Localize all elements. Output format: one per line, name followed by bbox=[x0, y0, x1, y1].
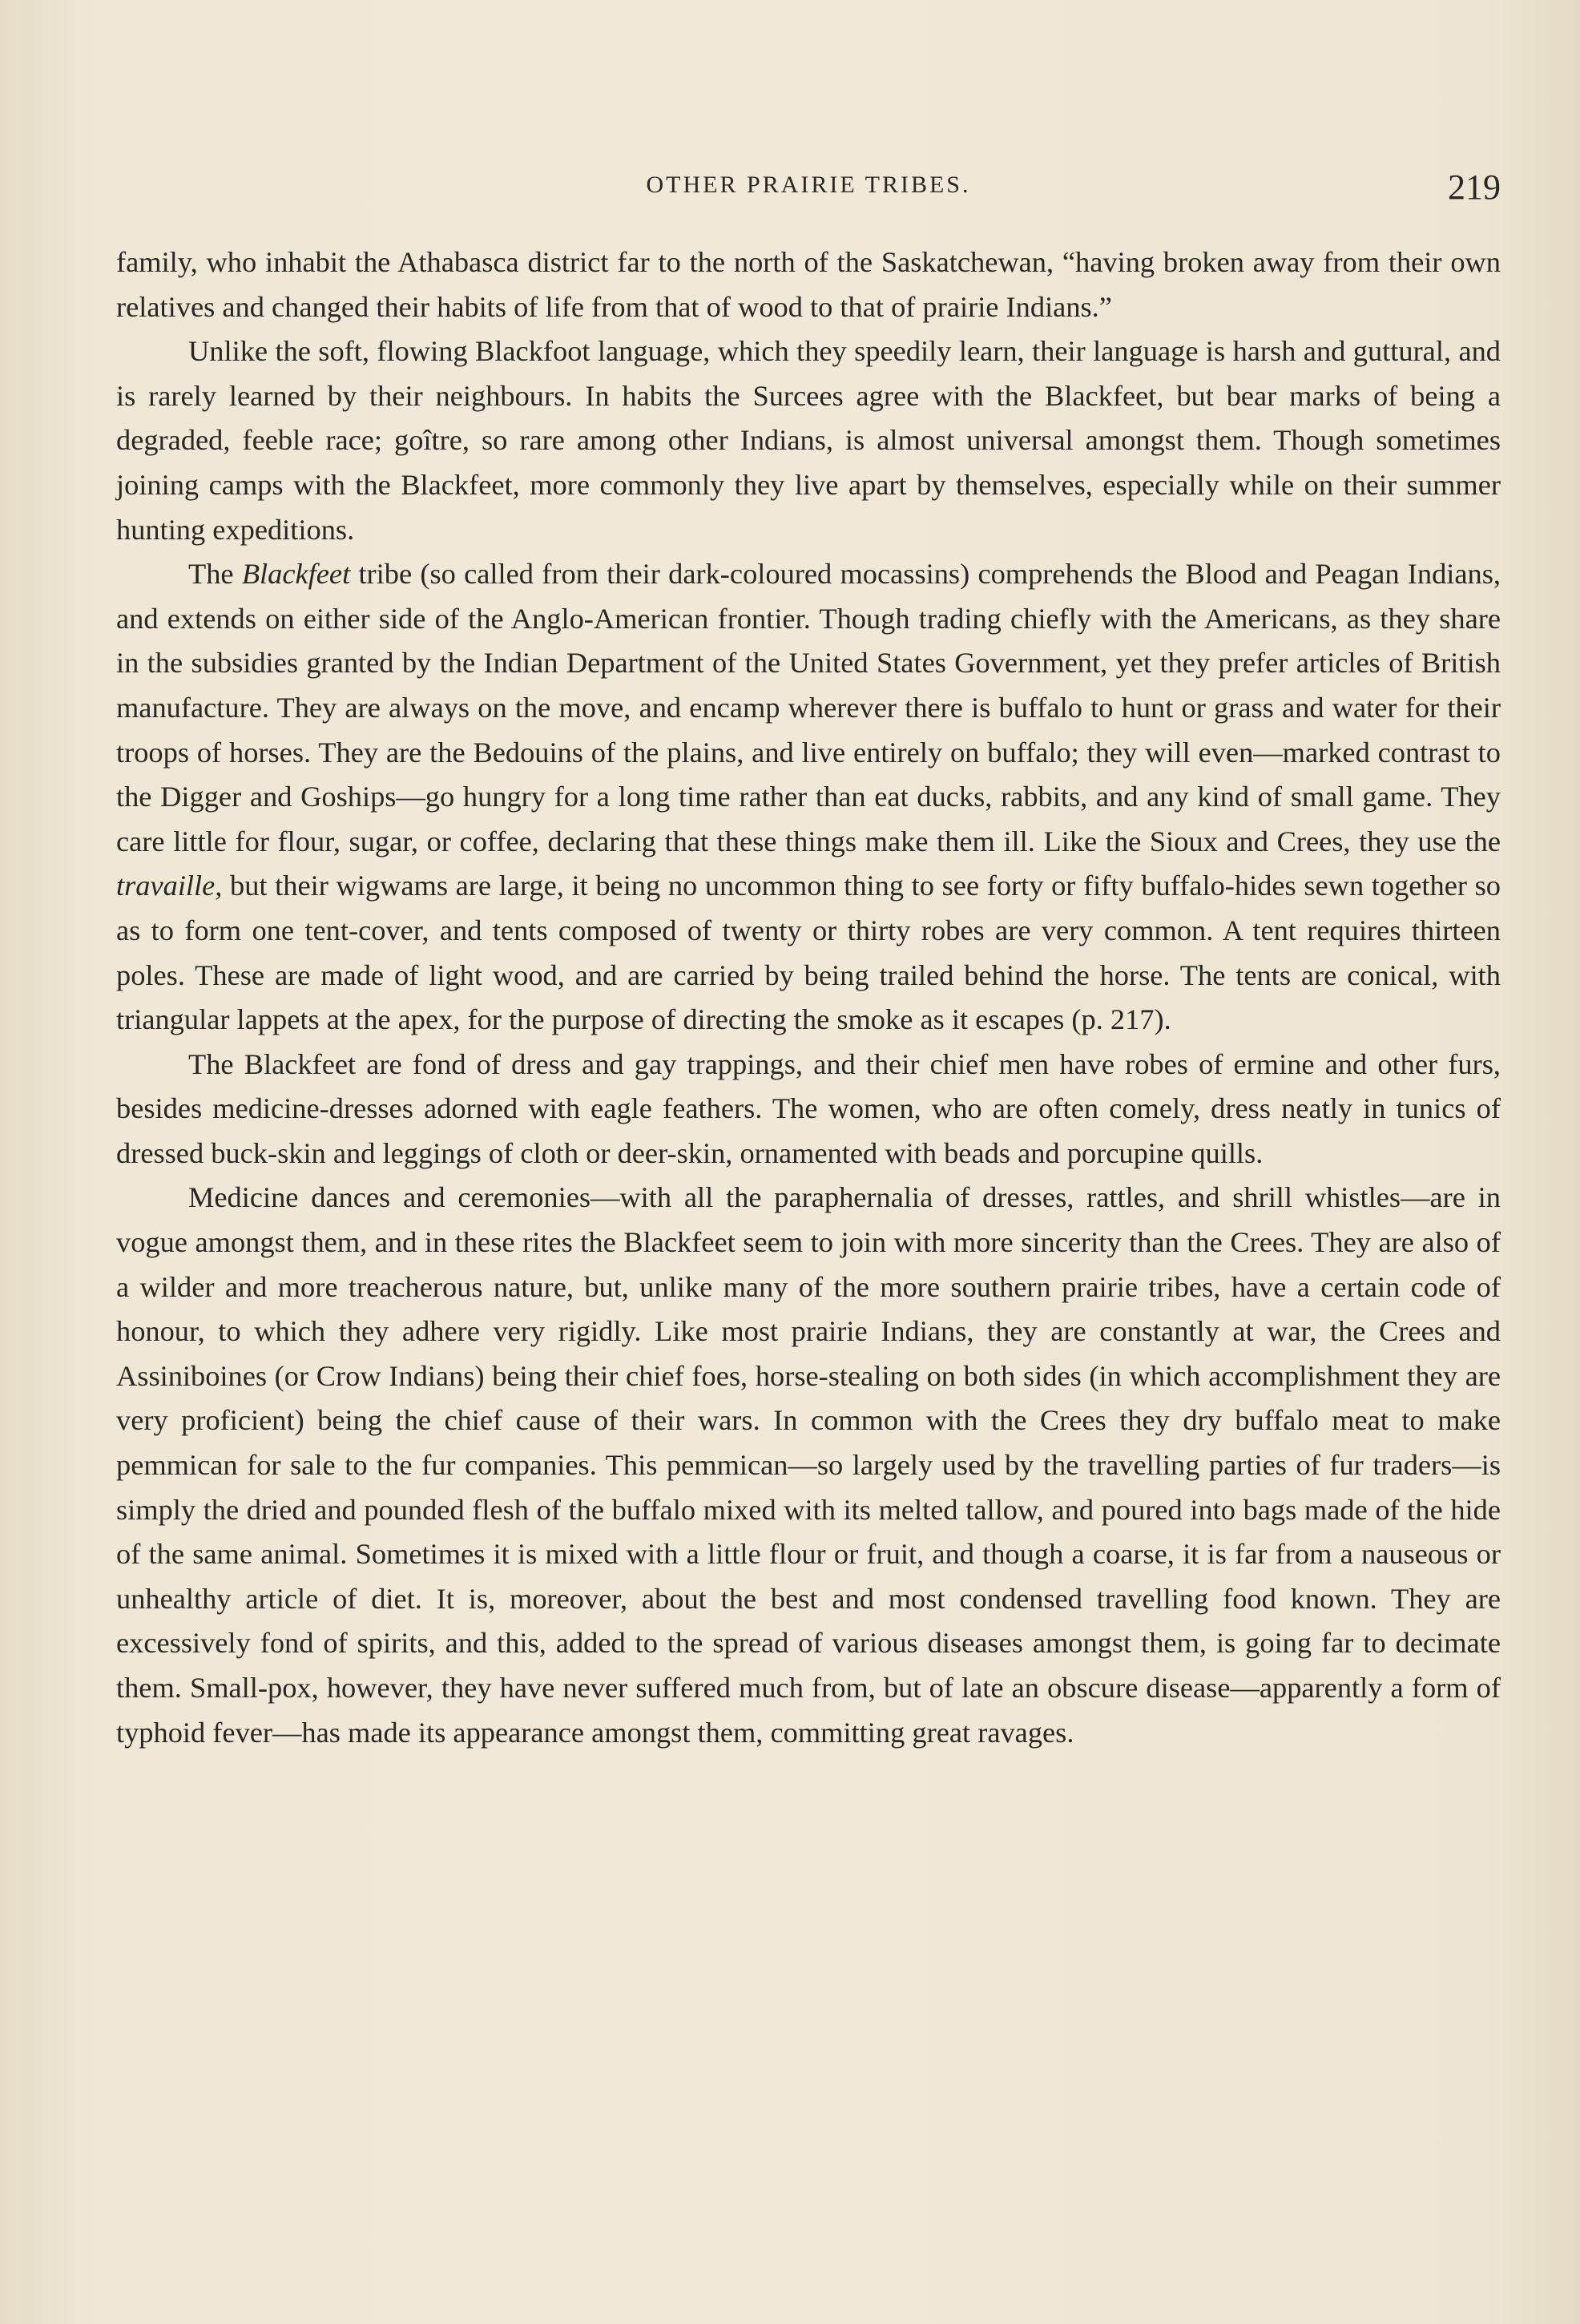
text-run: The Blackfeet are fond of dress and gay trappings, and their chief men have robes of ermine and other furs, besides medicine-dresses adorned with eagle feathers. The women, who are often comely, dress neatly in tunics of dressed buck-skin and leggings of cloth or deer-skin, ornamented with beads and porcupine quills. bbox=[116, 1047, 1501, 1169]
body-text bbox=[116, 240, 1501, 1755]
paragraph bbox=[116, 552, 1501, 1043]
text-run: tribe (so called from their dark-coloured mocassins) comprehends the Blood and Peagan Indians, and extends on either side of the Anglo-American frontier. Though trading chiefly with the Americans, as they share in the subsidies granted by the Indian Department of the United States Government, yet they prefer articles of British manufacture. They are always on the move, and encamp wherever there is buffalo to hunt or grass and water for their troops of horses. They are the Bedouins of the plains, and live entirely on buffalo; they will even—marked contrast to the Digger and Goships—go hungry for a long time rather than eat ducks, rabbits, and any kind of small game. They care little for flour, sugar, or coffee, declaring that these things make them ill. Like the Sioux and Crees, they use the bbox=[116, 558, 1501, 857]
italic-term: travaille, bbox=[116, 869, 223, 902]
paragraph bbox=[116, 329, 1501, 552]
italic-term: Blackfeet bbox=[241, 558, 351, 591]
paragraph bbox=[116, 240, 1501, 329]
page-header bbox=[116, 167, 1501, 207]
text-run: but their wigwams are large, it being no uncommon thing to see forty or fifty buffalo-hides sewn together so as to form one tent-cover, and tents composed of twenty or thirty robes are very common. A tent requires thirteen poles. These are made of light wood, and are carried by being trailed behind the horse. The tents are conical, with triangular lappets at the apex, for the purpose of directing the smoke as it escapes (p. 217). bbox=[116, 869, 1501, 1036]
text-run: The bbox=[188, 558, 242, 591]
text-run: family, who inhabit the Athabasca district far to the north of the Saskatchewan, “having broken away from their own relatives and changed their habits of life from that of wood to that of prairie Indians.” bbox=[116, 246, 1501, 323]
paragraph bbox=[116, 1176, 1501, 1755]
running-title: OTHER PRAIRIE TRIBES. bbox=[646, 171, 971, 198]
text-run: Medicine dances and ceremonies—with all the paraphernalia of dresses, rattles, and shrill whistles—are in vogue amongst them, and in these rites the Blackfeet seem to join with more sincerity than the Crees. They are also of a wilder and more treacherous nature, but, unlike many of the more southern prairie tribes, have a certain code of honour, to which they adhere very rigidly. Like most prairie Indians, they are constantly at war, the Crees and Assiniboines (or Crow Indians) being their chief foes, horse-stealing on both sides (in which accomplishment they are very proficient) being the chief cause of their wars. In common with the Crees they dry buffalo meat to make pemmican for sale to the fur companies. This pemmican—so largely used by the travelling parties of fur traders—is simply the dried and pounded flesh of the buffalo mixed with its melted tallow, and poured into bags made of the hide of the same animal. Sometimes it is mixed with a little flour or fruit, and though a coarse, it is far from a nauseous or unhealthy article of diet. It is, moreover, about the best and most condensed travelling food known. They are excessively fond of spirits, and this, added to the spread of various diseases amongst them, is going far to decimate them. Small-pox, however, they have never suffered much from, but of late an obscure disease—apparently a form of typhoid fever—has made its appearance amongst them, committing great ravages. bbox=[116, 1181, 1501, 1749]
paragraph bbox=[116, 1043, 1501, 1176]
text-run: Unlike the soft, flowing Blackfoot language, which they speedily learn, their language is harsh and guttural, and is rarely learned by their neighbours. In habits the Surcees agree with the Blackfeet, but bear marks of being a degraded, feeble race; goître, so rare among other Indians, is almost universal amongst them. Though sometimes joining camps with the Blackfeet, more commonly they live apart by themselves, especially while on their summer hunting expeditions. bbox=[116, 335, 1501, 546]
page-number: 219 bbox=[1448, 167, 1501, 207]
